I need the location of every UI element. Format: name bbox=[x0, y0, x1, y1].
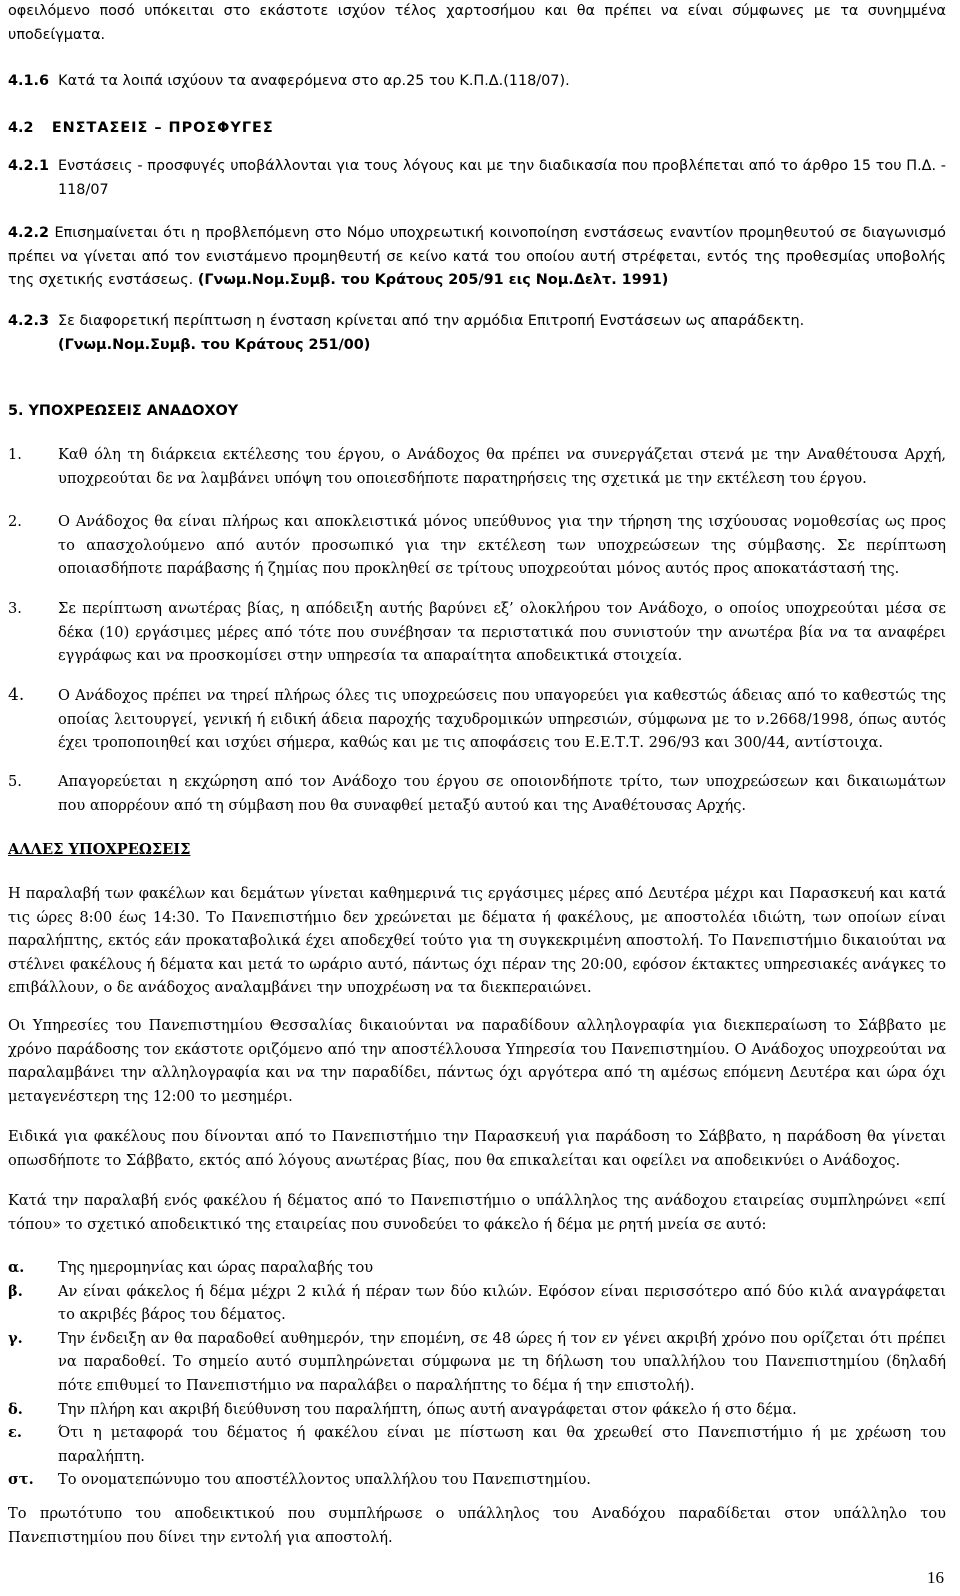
item-number: 5. bbox=[8, 773, 22, 790]
section-title: ΕΝΣΤΑΣΕΙΣ – ΠΡΟΣΦΥΓΕΣ bbox=[51, 120, 274, 136]
section-text: Ενστάσεις - προσφυγές υποβάλλονται για τους λόγους και με την διαδικασία που προβλέπεται από το άρθρο 15 του Π.Δ. - 118/07 bbox=[58, 158, 946, 198]
section-reference: (Γνωμ.Νομ.Συμβ. του Κράτους 205/91 εις Νομ.Δελτ. 1991) bbox=[197, 272, 669, 288]
section-text: Σε διαφορετική περίπτωση η ένσταση κρίνεται από την αρμόδια Επιτροπή Ενστάσεων ως απαράδεκτη. bbox=[58, 313, 805, 329]
section-number: 4.2.3 bbox=[8, 313, 49, 329]
list-item bbox=[8, 1280, 946, 1327]
item-text: Ο Ανάδοχος πρέπει να τηρεί πλήρως όλες τις υποχρεώσεις που υπαγορεύει για καθεστώς άδειας από το καθεστώς της οποίας λειτουργεί, γενική ή ειδική άδεια παροχής ταχυδρομικών υπηρεσιών, σύμφωνα με το ν.2668/1998, όπως αυτός έχει τροποποιηθεί και ισχύει σήμερα, καθώς και με τις αποφάσεις του Ε.Ε.Τ.Τ. 296/93 και 300/44, αντίστοιχα. bbox=[58, 687, 946, 752]
item-number: 1. bbox=[8, 446, 22, 463]
list-text: Την ένδειξη αν θα παραδοθεί αυθημερόν, την επομένη, σε 48 ώρες ή τον εν γένει ακριβή χρόνο που ορίζεται ότι πρέπει να παραδοθεί. Το σημείο αυτό συμπληρώνεται σύμφωνα με τη δήλωση του υπαλλήλου του Πανεπιστημίου (δηλαδή πότε επιθυμεί το Πανεπιστήμιο να παραλάβει ο παραλήπτης το δέμα ή την επιστολή). bbox=[58, 1329, 946, 1394]
obligation-item bbox=[8, 770, 946, 817]
list-letter: δ. bbox=[8, 1400, 23, 1418]
list-text: Ότι η μεταφορά του δέματος ή φακέλου είναι με πίστωση και θα χρεωθεί στο Πανεπιστήμιο ή με χρέωση του παραλήπτη. bbox=[58, 1424, 946, 1465]
section-4-2-2 bbox=[8, 222, 946, 293]
list-item bbox=[8, 1256, 946, 1280]
paragraph: Ειδικά για φακέλους που δίνονται από το Πανεπιστήμιο την Παρασκευή για παράδοση το Σάββατο, η παράδοση θα γίνεται οπωσδήποτε το Σάββατο, εκτός από λόγους ανωτέρας βίας, που θα επικαλείται και οφείλει να αποδεικνύει ο Ανάδοχος. bbox=[8, 1128, 946, 1169]
section-number: 4.2 bbox=[8, 120, 34, 136]
section-title: ΑΛΛΕΣ ΥΠΟΧΡΕΩΣΕΙΣ bbox=[8, 841, 191, 858]
list-item bbox=[8, 1421, 946, 1468]
page-number: 16 bbox=[927, 1568, 944, 1587]
paragraph: Κατά την παραλαβή ενός φακέλου ή δέματος από το Πανεπιστήμιο ο υπάλληλος της ανάδοχου εταιρείας συμπληρώνει «επί τόπου» το σχετικό αποδεικτικό της εταιρείας που συνοδεύει το φάκελο ή δέμα με ρητή μνεία σε αυτό: bbox=[8, 1192, 946, 1233]
list-letter: β. bbox=[8, 1282, 23, 1300]
list-text: Της ημερομηνίας και ώρας παραλαβής του bbox=[58, 1259, 374, 1276]
list-text: Την πλήρη και ακριβή διεύθυνση του παραλήπτη, όπως αυτή αναγράφεται στον φάκελο ή στο δέμα. bbox=[58, 1400, 797, 1418]
section-number: 4.2.2 bbox=[8, 225, 49, 241]
item-text: Σε περίπτωση ανωτέρας βίας, η απόδειξη αυτής βαρύνει εξ’ ολοκλήρου τον Ανάδοχο, ο οποίος υποχρεούται μέσα σε δέκα (10) εργάσιμες μέρες από τότε που συνέβησαν τα περιστατικά που συνιστούν την ανωτέρα βία να τα αναφέρει εγγράφως και να προσκομίσει στην υπηρεσία τα απαραίτητα αποδεικτικά στοιχεία. bbox=[58, 600, 946, 665]
intro-text: οφειλόμενο ποσό υπόκειται στο εκάστοτε ισχύον τέλος χαρτοσήμου και θα πρέπει να είναι σύμφωνες με τα συνημμένα υποδείγματα. bbox=[8, 3, 946, 43]
list-item bbox=[8, 1327, 946, 1398]
section-4-2-heading bbox=[8, 117, 946, 141]
obligation-item bbox=[8, 597, 946, 668]
section-4-1-6 bbox=[8, 70, 946, 94]
section-number: 4.1.6 bbox=[8, 73, 49, 89]
paragraph: Το πρωτότυπο του αποδεικτικού που συμπλήρωσε ο υπάλληλος του Αναδόχου παραδίδεται στον υπάλληλο του Πανεπιστημίου που δίνει την εντολή για αποστολή. bbox=[8, 1505, 946, 1546]
receipt-requirements-list bbox=[8, 1256, 946, 1492]
list-letter: ε. bbox=[8, 1424, 22, 1442]
item-text: Απαγορεύεται η εκχώρηση από τον Ανάδοχο του έργου σε οποιονδήποτε τρίτο, των υποχρεώσεων και δικαιωμάτων που απορρέουν από τη σύμβαση που θα συναφθεί μεταξύ αυτού και της Αναθέτουσας Αρχής. bbox=[58, 773, 946, 814]
section-4-2-3 bbox=[8, 310, 946, 357]
section-number: 4.2.1 bbox=[8, 158, 49, 174]
list-item bbox=[8, 1468, 946, 1492]
item-text: Καθ όλη τη διάρκεια εκτέλεσης του έργου, ο Ανάδοχος θα πρέπει να συνεργάζεται στενά με την Αναθέτουσα Αρχή, υποχρεούται δε να λαμβάνει υπόψη του οποιεσδήποτε παρατηρήσεις της σχετικά με την εκτέλεση του έργου. bbox=[58, 446, 946, 487]
section-5-heading bbox=[8, 400, 946, 424]
list-text: Το ονοματεπώνυμο του αποστέλλοντος υπαλλήλου του Πανεπιστημίου. bbox=[58, 1471, 591, 1489]
section-4-2-1 bbox=[8, 155, 946, 202]
section-text: Κατά τα λοιπά ισχύουν τα αναφερόμενα στο αρ.25 του Κ.Π.Δ.(118/07). bbox=[58, 73, 570, 89]
list-item bbox=[8, 1398, 946, 1422]
item-number: 4. bbox=[8, 685, 25, 705]
section-text: Επισημαίνεται ότι η προβλεπόμενη στο Νόμο υποχρεωτική κοινοποίηση ενστάσεως εναντίον προμηθευτού σε διαγωνισμό πρέπει να γίνεται από τον ενιστάμενο προμηθευτή σε κείνο κατά του οποίου αυτή στρέφεται, εντός της προθεσμίας υποβολής της σχετικής ενστάσεως. bbox=[8, 225, 946, 288]
item-text: Ο Ανάδοχος θα είναι πλήρως και αποκλειστικά μόνος υπεύθυνος για την τήρηση της ισχύουσας νομοθεσίας ως προς το απασχολούμενο από αυτόν προσωπικό για την εκτέλεση των υποχρεώσεων της σύμβασης. Σε περίπτωση οποιασδήποτε παράβασης ή ζημίας που προκληθεί σε τρίτους υποχρεούται μόνος αυτός προς αποκατάστασή της. bbox=[58, 513, 946, 578]
paragraph: Οι Υπηρεσίες του Πανεπιστημίου Θεσσαλίας δικαιούνται να παραδίδουν αλληλογραφία για διεκπεραίωση το Σάββατο με χρόνο παράδοσης τον εκάστοτε οριζόμενο από την αποστέλλουσα Υπηρεσία του Πανεπιστημίου. Ο Ανάδοχος υποχρεούται να παραλαμβάνει την αλληλογραφία και να την παραδίδει, πάντως όχι αργότερα από τη αμέσως επόμενη Δευτέρα και ώρα όχι μεταγενέστερη της 12:00 το μεσημέρι. bbox=[8, 1017, 946, 1105]
obligation-item bbox=[8, 510, 946, 581]
obligation-item bbox=[8, 684, 946, 755]
obligation-item bbox=[8, 443, 946, 490]
item-number: 3. bbox=[8, 600, 22, 617]
section-reference: (Γνωμ.Νομ.Συμβ. του Κράτους 251/00) bbox=[58, 336, 371, 353]
list-text: Αν είναι φάκελος ή δέμα μέχρι 2 κιλά ή πέραν των δύο κιλών. Εφόσον είναι περισσότερο από δύο κιλά αναγράφεται το ακριβές βάρος του δέματος. bbox=[58, 1282, 946, 1324]
list-letter: α. bbox=[8, 1259, 25, 1276]
item-number: 2. bbox=[8, 513, 22, 530]
section-title: 5. ΥΠΟΧΡΕΩΣΕΙΣ ΑΝΑΔΟΧΟΥ bbox=[8, 403, 239, 419]
other-obligations-heading bbox=[8, 838, 946, 862]
paragraph: Η παραλαβή των φακέλων και δεμάτων γίνεται καθημερινά τις εργάσιμες μέρες από Δευτέρα μέχρι και Παρασκευή και κατά τις ώρες 8:00 έως 14:30. Το Πανεπιστήμιο δεν χρεώνεται με δέματα ή φακέλους, με αποστολέα ιδιώτη, των οποίων είναι παραλήπτης, εκτός εάν προκαταβολικά έχει αποδεχθεί τούτο για τη συγκεκριμένη αποστολή. Το Πανεπιστήμιο δικαιούται να στέλνει φακέλους ή δέματα και μετά το ωράριο αυτό, πάντως όχι πέραν της 20:00, εφόσον έκτακτες υπηρεσιακές ανάγκες το επιβάλλουν, ο δε ανάδοχος αναλαμβάνει την υποχρέωση να τα διεκπεραιώνει. bbox=[8, 885, 946, 997]
list-letter: στ. bbox=[8, 1471, 34, 1489]
list-letter: γ. bbox=[8, 1329, 23, 1347]
